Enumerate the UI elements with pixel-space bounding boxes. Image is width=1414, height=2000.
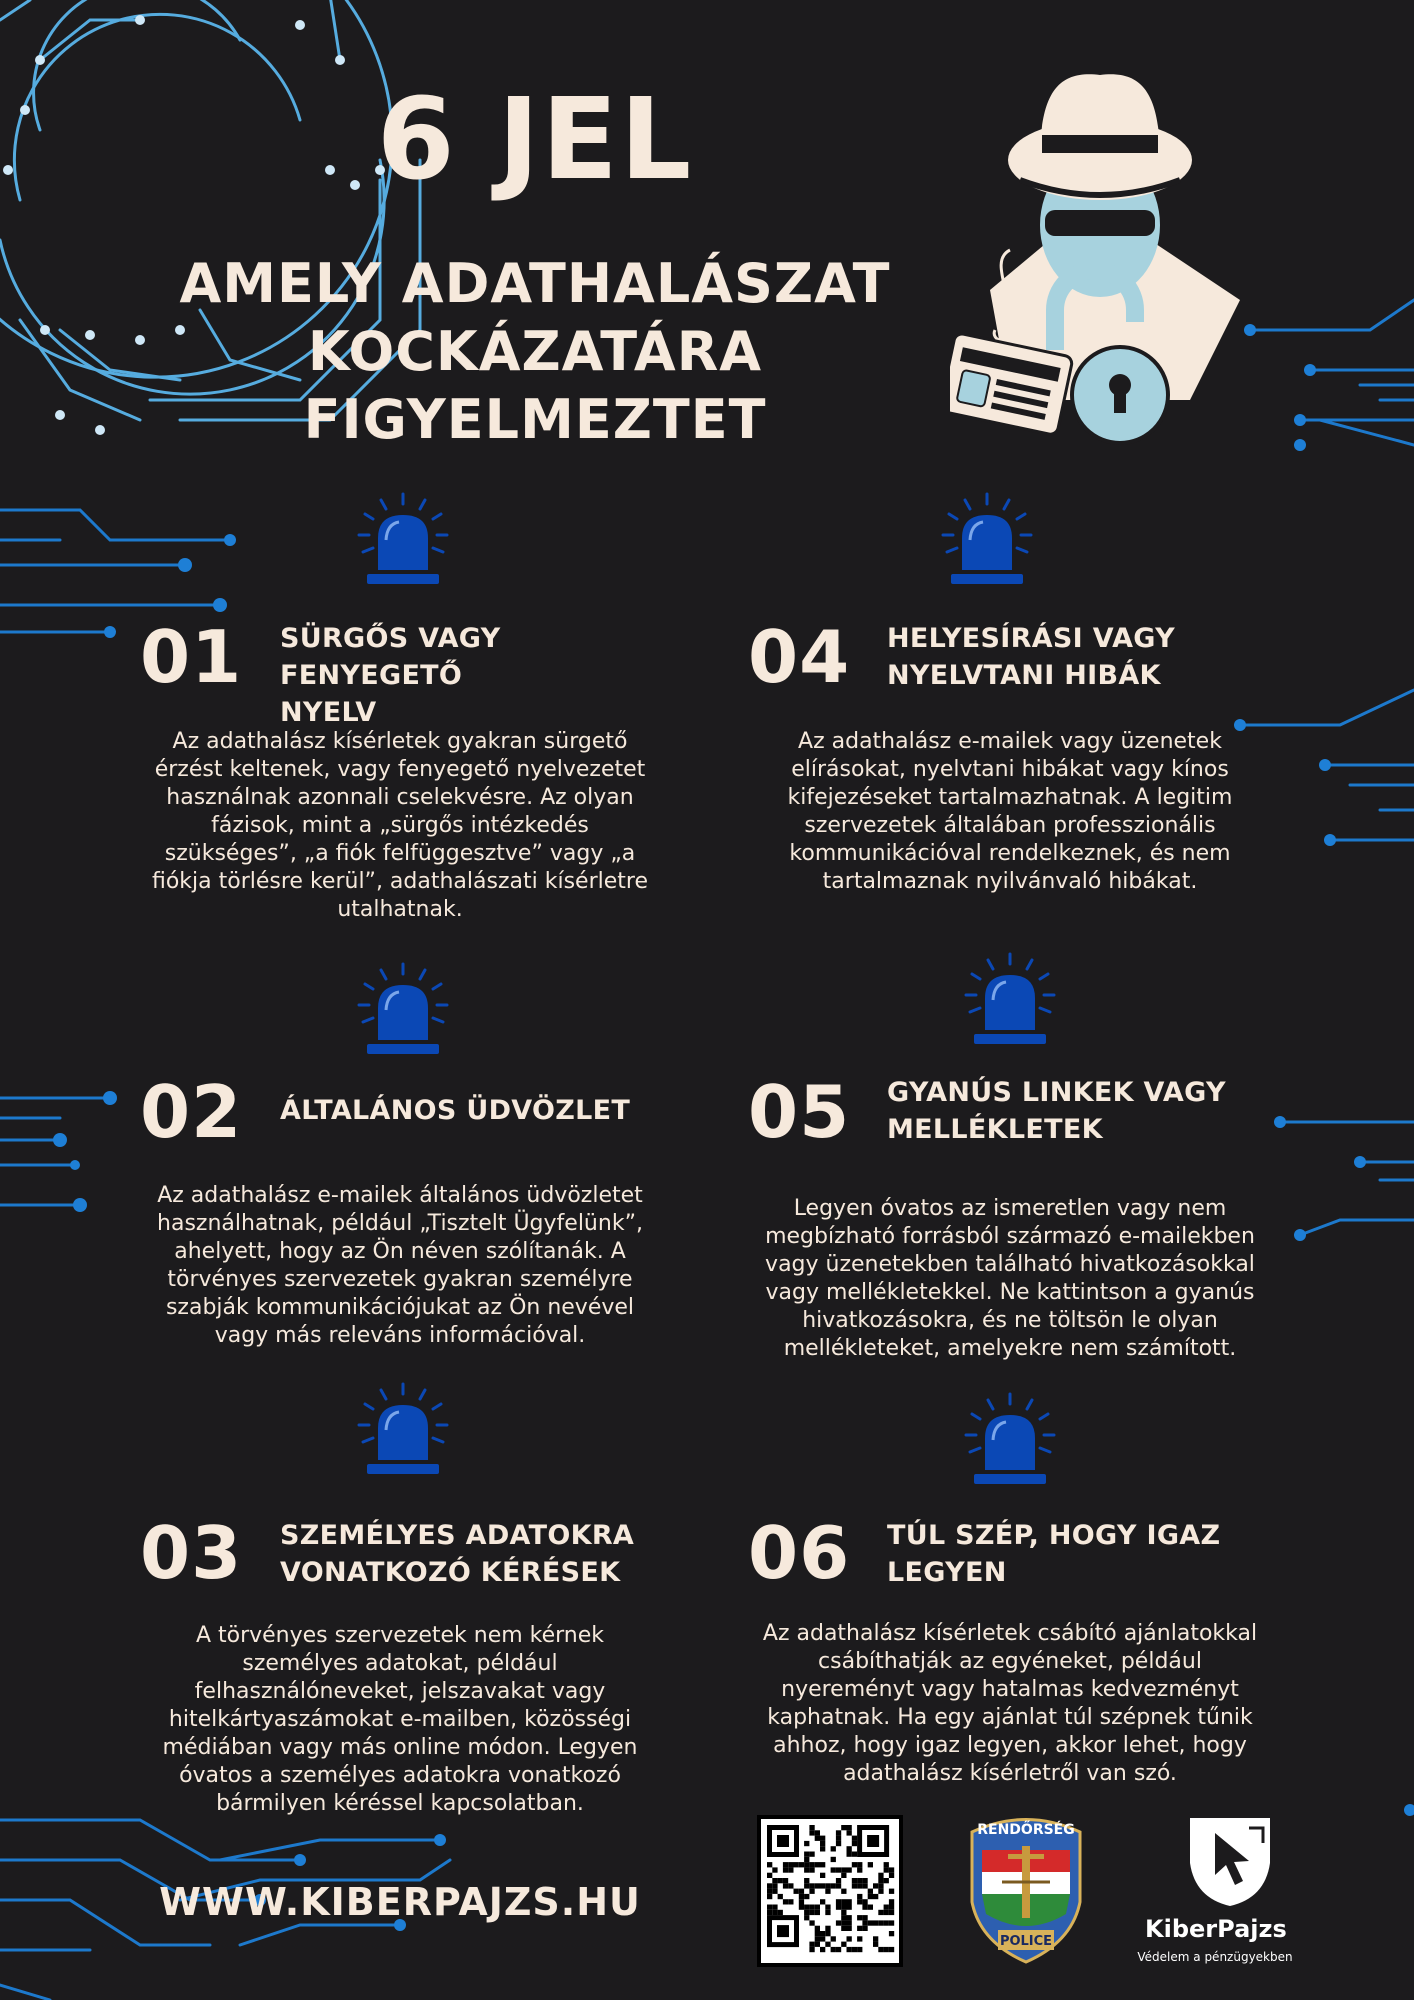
sign-heading-line: HELYESÍRÁSI VAGY [887, 623, 1175, 654]
sign-body-line: fázisok, mint a „sürgős intézkedés [211, 813, 589, 838]
police-badge-bottom-text: POLICE [999, 1934, 1053, 1949]
sign-body-line: megbízható forrásból származó e-mailekben [765, 1224, 1255, 1249]
website-link[interactable]: WWW.KIBERPAJZS.HU [159, 1880, 641, 1924]
sign-body-line: médiában vagy más online módon. Legyen [162, 1735, 638, 1760]
sign-body [130, 728, 670, 924]
sign-body-line: vagy mellékletekkel. Ne kattintson a gyanús [765, 1280, 1255, 1305]
sign-heading-line: NYELV [280, 697, 377, 728]
sign-body-line: ahhoz, hogy igaz legyen, akkor lehet, hogy [773, 1733, 1247, 1758]
sign-heading [280, 620, 680, 731]
kiberpajzs-shield-icon [1185, 1813, 1275, 1908]
sign-number: 02 [140, 1070, 243, 1154]
sign-body-line: mellékleteket, amelyekre nem számított. [783, 1336, 1237, 1361]
sign-heading [280, 1092, 680, 1129]
sign-body-line: Legyen óvatos az ismeretlen vagy nem [793, 1196, 1227, 1221]
sign-number: 03 [140, 1511, 243, 1595]
sign-body-line: kifejezéseket tartalmazhatnak. A legitim [787, 785, 1233, 810]
sign-body-line: A törvényes szervezetek nem kérnek [195, 1623, 605, 1648]
sign-body-line: szervezetek általában professzionális [804, 813, 1216, 838]
sign-number: 01 [140, 615, 243, 699]
sign-body [130, 1622, 670, 1818]
police-badge-top-text: RENDŐRSÉG [977, 1822, 1075, 1838]
sign-body-line: elírásokat, nyelvtani hibákat vagy kínos [791, 757, 1229, 782]
sign-body-line: vagy üzenetekben található hivatkozásokkal [765, 1252, 1255, 1277]
sign-body-line: Az adathalász e-mailek általános üdvözletet [157, 1183, 643, 1208]
sign-body-line: törvényes szervezetek gyakran személyre [167, 1267, 633, 1292]
sign-heading-line: ÁLTALÁNOS ÜDVÖZLET [280, 1095, 631, 1126]
sign-heading [887, 1074, 1287, 1148]
siren-icon [353, 490, 453, 590]
sign-body [740, 1195, 1280, 1363]
sign-body-line: Az adathalász kísérletek gyakran sürgető [172, 729, 628, 754]
sign-body-line: ahelyett, hogy az Ön néven szólítanák. A [174, 1239, 626, 1264]
sign-body-line: fiókja törlésre kerül”, adathalászati kísérletre [151, 869, 648, 894]
sign-number: 04 [748, 615, 851, 699]
sign-heading-line: GYANÚS LINKEK VAGY [887, 1077, 1226, 1108]
sign-body-line: használnak azonnali cselekvésre. Az olyan [166, 785, 634, 810]
headline-number: 6 JEL [376, 75, 694, 205]
sign-heading [887, 1517, 1287, 1591]
subtitle-line: KOCKÁZATÁRA [307, 320, 763, 383]
sign-heading-line: MELLÉKLETEK [887, 1114, 1103, 1145]
sign-body [740, 1620, 1280, 1788]
sign-heading-line: LEGYEN [887, 1557, 1007, 1588]
sign-body-line: kommunikációval rendelkeznek, és nem [789, 841, 1231, 866]
sign-heading-line: SÜRGŐS VAGY FENYEGETŐ [280, 623, 501, 691]
sign-body-line: kaphatnak. Ha egy ajánlat túl szépnek tűnik [767, 1705, 1253, 1730]
sign-body-line: óvatos a személyes adatokra vonatkozó [179, 1763, 621, 1788]
sign-body-line: Az adathalász e-mailek vagy üzenetek [798, 729, 1222, 754]
sign-number: 05 [748, 1070, 851, 1154]
headline-subtitle [110, 250, 960, 454]
sign-body [740, 728, 1280, 896]
sign-heading-line: TÚL SZÉP, HOGY IGAZ [887, 1520, 1221, 1551]
qr-code[interactable] [757, 1815, 903, 1967]
sign-body-line: használhatnak, például „Tisztelt Ügyfelünk”, [157, 1211, 643, 1236]
siren-icon [960, 1390, 1060, 1490]
sign-body-line: szabják kommunikációjukat az Ön nevével [165, 1295, 635, 1320]
sign-body-line: nyereményt vagy hatalmas kedvezményt [781, 1677, 1239, 1702]
sign-number: 06 [748, 1511, 851, 1595]
sign-body-line: hitelkártyaszámokat e-mailben, közösségi [168, 1707, 632, 1732]
sign-body-line: szükséges”, „a fiók felfüggesztve” vagy „a [164, 841, 636, 866]
sign-body-line: vagy más releváns információval. [214, 1323, 586, 1348]
sign-body-line: Az adathalász kísérletek csábító ajánlatokkal [762, 1621, 1258, 1646]
sign-body-line: felhasználóneveket, jelszavakat vagy [194, 1679, 606, 1704]
sign-body-line: adathalász kísérletről van szó. [843, 1761, 1177, 1786]
subtitle-line: FIGYELMEZTET [303, 388, 767, 451]
siren-icon [937, 490, 1037, 590]
hacker-icon [950, 60, 1250, 450]
sign-heading [887, 620, 1287, 694]
sign-body-line: utalhatnak. [337, 897, 463, 922]
sign-heading-line: VONATKOZÓ KÉRÉSEK [280, 1557, 621, 1588]
sign-body-line: bármilyen kéréssel kapcsolatban. [216, 1791, 584, 1816]
sign-body-line: személyes adatokat, például [242, 1651, 558, 1676]
sign-body-line: hivatkozásokra, és ne töltsön le olyan [802, 1308, 1218, 1333]
siren-icon [960, 950, 1060, 1050]
police-badge-icon [962, 1802, 1090, 1964]
sign-body [130, 1182, 670, 1350]
brand-name: KiberPajzs [1145, 1915, 1287, 1943]
siren-icon [353, 1380, 453, 1480]
subtitle-line: AMELY ADATHALÁSZAT [179, 252, 891, 315]
siren-icon [353, 960, 453, 1060]
sign-body-line: tartalmaznak nyilvánvaló hibákat. [822, 869, 1198, 894]
brand-tagline: Védelem a pénzügyekben [1137, 1950, 1293, 1964]
sign-heading [280, 1517, 680, 1591]
sign-heading-line: SZEMÉLYES ADATOKRA [280, 1520, 635, 1551]
sign-heading-line: NYELVTANI HIBÁK [887, 660, 1161, 691]
sign-body-line: csábíthatják az egyéneket, például [818, 1649, 1202, 1674]
sign-body-line: érzést keltenek, vagy fenyegető nyelvezetet [154, 757, 646, 782]
